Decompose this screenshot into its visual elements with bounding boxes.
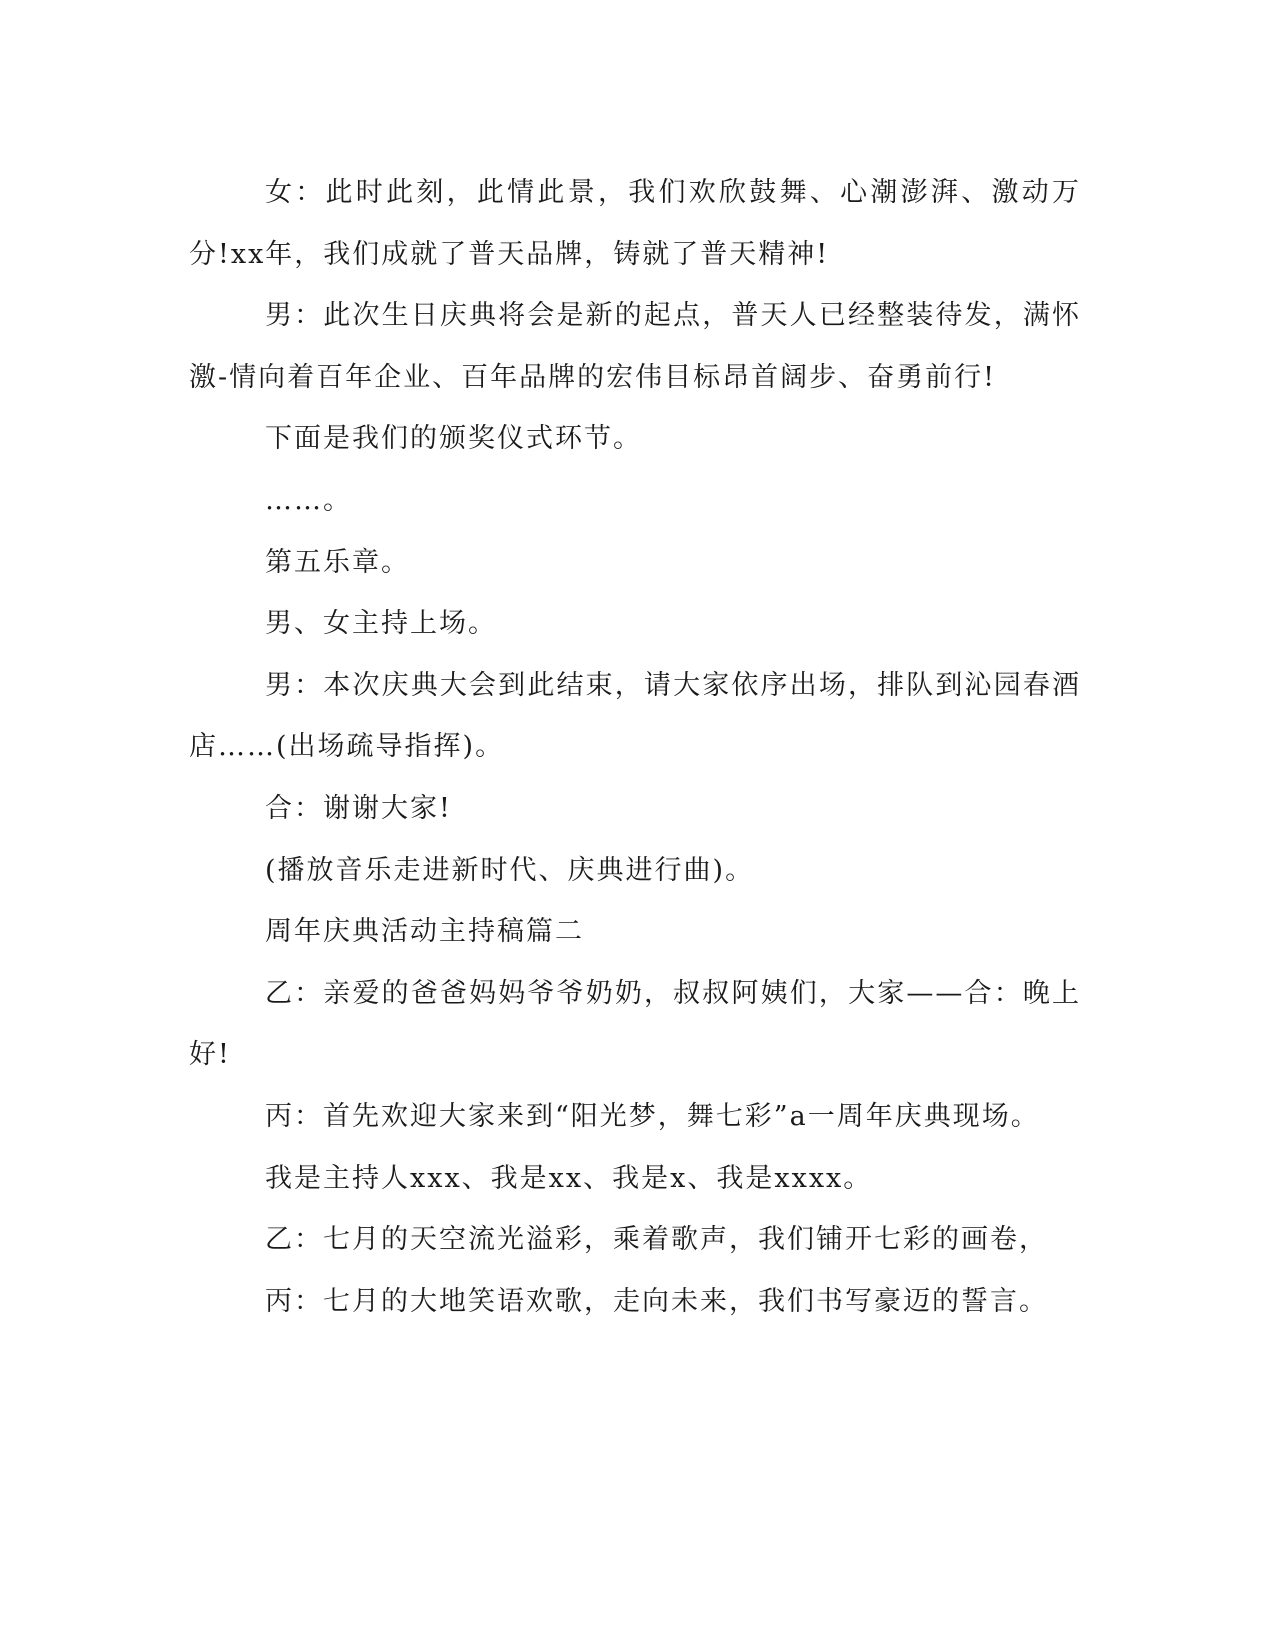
paragraph-9: (播放音乐走进新时代、庆典进行曲)。 [265,854,755,886]
paragraph-2: 男：此次生日庆典将会是新的起点，普天人已经整装待发，满怀激-情向着百年企业、百年品牌的宏伟目标昂首阔步、奋勇前行! [189,300,1081,393]
paragraph-14: 乙：七月的天空流光溢彩，乘着歌声，我们铺开七彩的画卷， [265,1224,1048,1256]
document-body [189,162,1081,1332]
paragraph-1: 女：此时此刻，此情此景，我们欢欣鼓舞、心潮澎湃、激动万分!xx年，我们成就了普天品牌，铸就了普天精神! [189,177,1081,270]
paragraph-4: ……。 [265,484,352,516]
paragraph-13: 我是主持人xxx、我是xx、我是x、我是xxxx。 [265,1162,873,1194]
paragraph-12: 丙：首先欢迎大家来到“阳光梦，舞七彩”a一周年庆典现场。 [265,1100,1040,1132]
paragraph-7: 男：本次庆典大会到此结束，请大家依序出场，排队到沁园春酒店……(出场疏导指挥)。 [189,669,1081,763]
paragraph-8: 合：谢谢大家! [265,792,452,824]
paragraph-5: 第五乐章。 [265,546,410,578]
paragraph-3: 下面是我们的颁奖仪式环节。 [265,423,642,455]
paragraph-11: 乙：亲爱的爸爸妈妈爷爷奶奶，叔叔阿姨们，大家——合：晚上好! [189,977,1081,1071]
section-heading: 周年庆典活动主持稿篇二 [265,916,584,948]
paragraph-15: 丙：七月的大地笑语欢歌，走向未来，我们书写豪迈的誓言。 [265,1285,1048,1317]
paragraph-6: 男、女主持上场。 [265,608,497,640]
